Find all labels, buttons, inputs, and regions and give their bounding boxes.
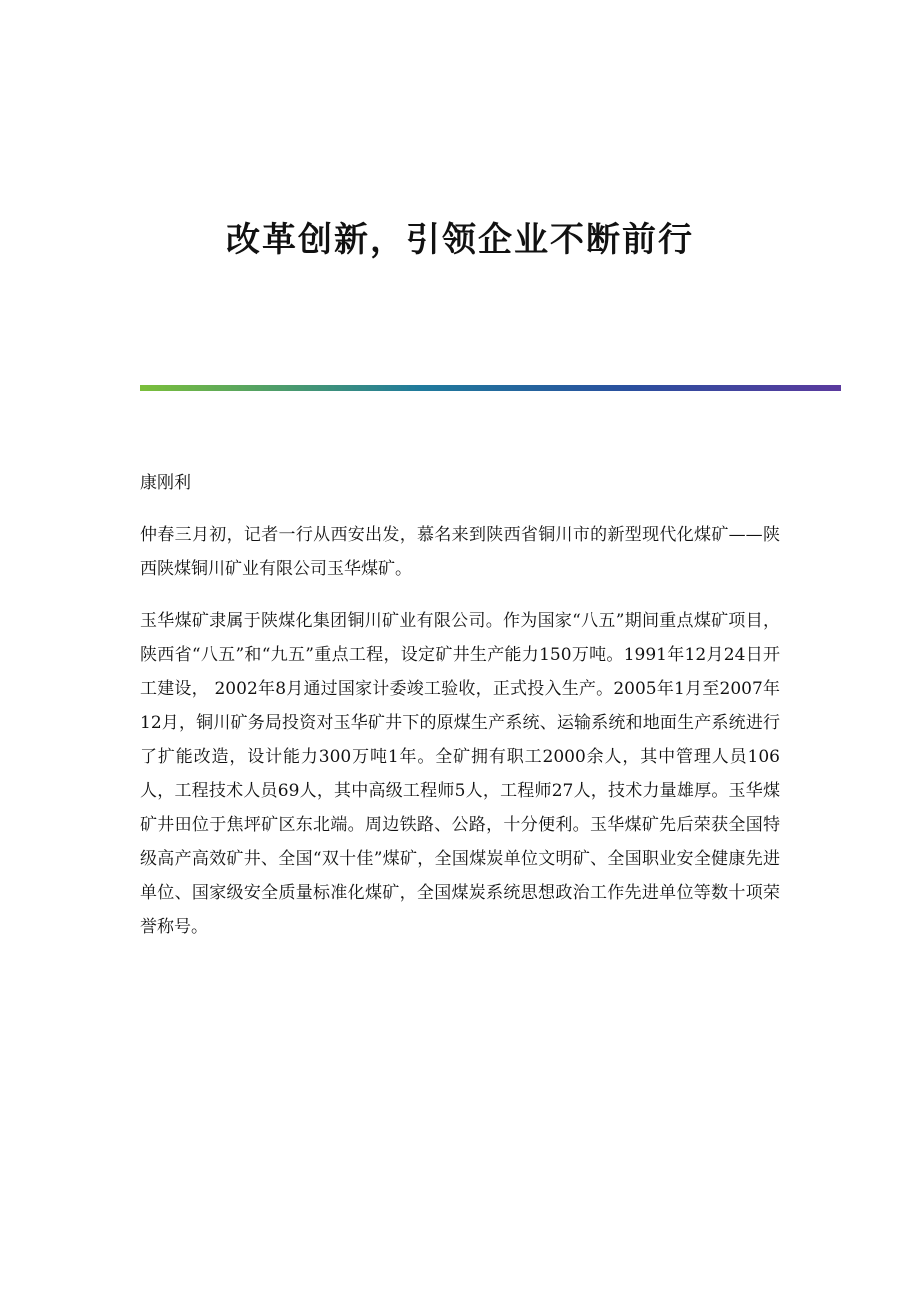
author-name: 康刚利 [140,473,191,493]
document-title: 改革创新，引领企业不断前行 [226,220,694,260]
paragraph-intro: 仲春三月初，记者一行从西安出发，慕名来到陕西省铜川市的新型现代化煤矿——陕西陕煤铜川矿业有限公司玉华煤矿。 [140,525,780,579]
document-body [140,466,780,962]
paragraph-mine-overview: 玉华煤矿隶属于陕煤化集团铜川矿业有限公司。作为国家“八五”期间重点煤矿项目，陕西省“八五”和“九五”重点工程，设定矿井生产能力150万吨。1991年12月24日开工建设， 2002年8月通过国家计委竣工验收，正式投入生产。2005年1月至2007年12月，铜川矿务局投资对玉华矿井下的原煤生产系统、运输系统和地面生产系统进行了扩能改造，设计能力300万吨1年。全矿拥有职工2000余人，其中管理人员106人，工程技术人员69人，其中高级工程师5人，工程师27人，技术力量雄厚。玉华煤矿井田位于焦坪矿区东北端。周边铁路、公路，十分便利。玉华煤矿先后荣获全国特级高产高效矿井、全国“双十佳”煤矿，全国煤炭单位文明矿、全国职业安全健康先进单位、国家级安全质量标准化煤矿，全国煤炭系统思想政治工作先进单位等数十项荣誉称号。 [140,611,780,937]
title-divider [140,385,841,391]
